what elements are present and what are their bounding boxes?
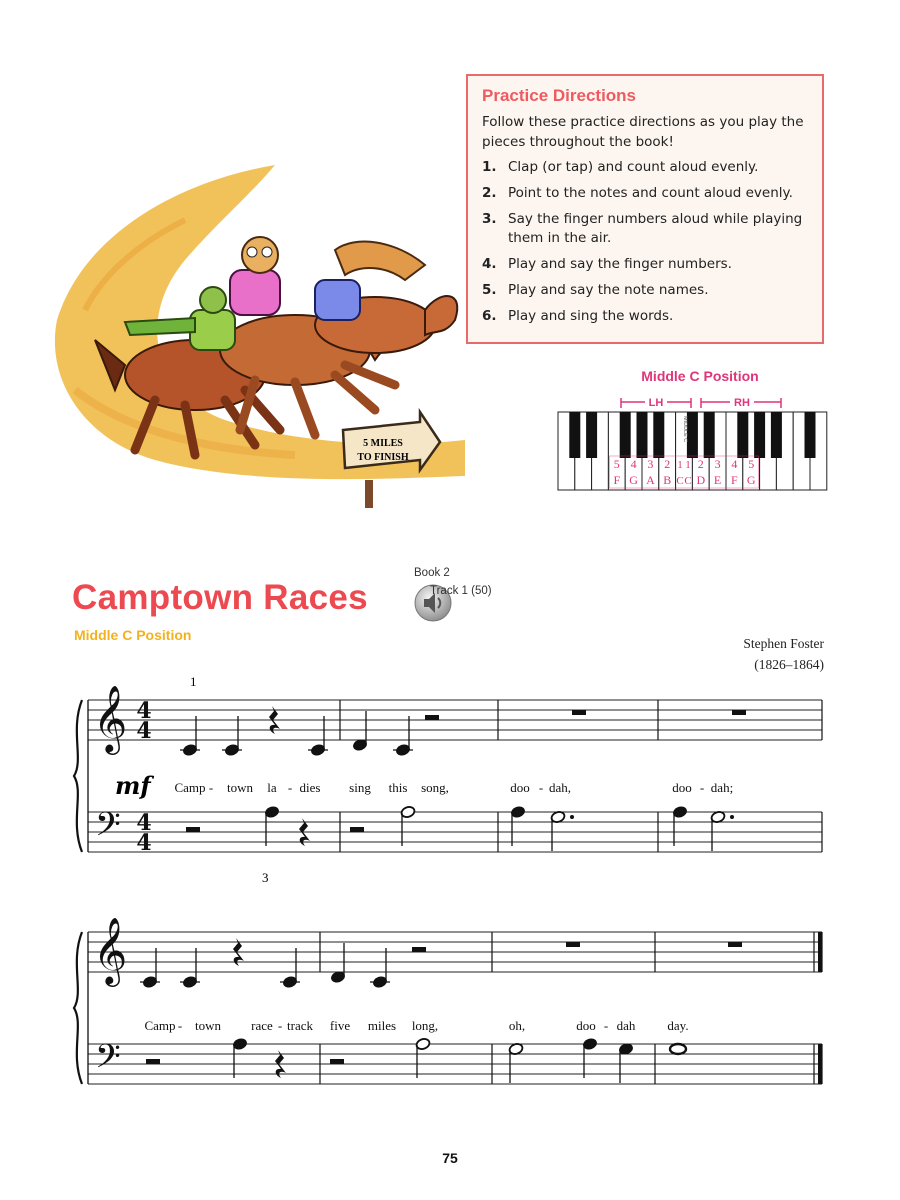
black-key <box>805 412 816 458</box>
finger-number: 2 <box>697 457 704 471</box>
score-notation <box>74 684 822 1084</box>
note-name: E <box>713 473 722 487</box>
position-subtitle: Middle C Position <box>74 627 192 643</box>
practice-steps-list <box>482 158 808 326</box>
step-text: Play and say the finger numbers. <box>508 256 732 272</box>
step-text: Say the finger numbers aloud while playing them in the air. <box>508 211 803 246</box>
note-name: C <box>684 475 692 487</box>
lyric-syllable: doo <box>576 1018 596 1033</box>
step-number: 4. <box>482 256 497 272</box>
bass-clef: 𝄢 <box>95 806 121 852</box>
grand-staff-brace <box>74 932 82 1084</box>
step-number: 6. <box>482 308 497 324</box>
middle-c-marker: MIDDLE C <box>682 416 688 443</box>
step-number: 3. <box>482 211 497 227</box>
lyric-syllable: day. <box>667 1018 689 1033</box>
lyric-syllable: - <box>287 780 293 795</box>
half-rest <box>186 827 200 832</box>
treble-clef: 𝄞 <box>93 916 128 984</box>
lyric-syllable: - <box>538 780 544 795</box>
step-number: 2. <box>482 185 497 201</box>
grand-staff-brace <box>74 700 82 852</box>
lyric-syllable: dah <box>616 1018 636 1033</box>
final-barline <box>818 1044 822 1084</box>
note-name: A <box>646 473 655 487</box>
step-text: Clap (or tap) and count aloud evenly. <box>508 159 759 175</box>
practice-directions-title: Practice Directions <box>482 86 637 105</box>
lyric-syllable: this <box>388 780 408 795</box>
lyric-syllable: sing <box>349 780 371 795</box>
lyric-syllable: track <box>287 1018 313 1033</box>
practice-step <box>482 307 808 326</box>
rh-label: RH <box>734 397 750 409</box>
practice-step <box>482 255 808 274</box>
practice-step <box>482 184 808 203</box>
lyric-syllable: doo <box>672 780 692 795</box>
half-rest <box>412 947 426 952</box>
black-key <box>620 412 631 458</box>
whole-rest <box>732 710 746 715</box>
black-key <box>586 412 597 458</box>
lyric-syllable: town <box>227 780 253 795</box>
black-key <box>637 412 648 458</box>
note-name: B <box>663 473 672 487</box>
keyboard-diagram-title: Middle C Position <box>641 368 759 384</box>
lyric-syllable: town <box>195 1018 221 1033</box>
note-name: G <box>746 473 756 487</box>
practice-directions-intro: Follow these practice directions as you play the pieces throughout the book! <box>482 114 804 150</box>
lyric-syllable: - <box>603 1018 609 1033</box>
jockey-cat <box>230 237 280 315</box>
note-name: C <box>676 475 684 487</box>
lyric-syllable: five <box>329 1018 351 1033</box>
music-score <box>0 660 900 1120</box>
treble-clef: 𝄞 <box>93 684 128 752</box>
dot <box>570 815 574 819</box>
lyric-syllable: oh, <box>508 1018 526 1033</box>
finger-number: 5 <box>748 457 755 471</box>
half-rest <box>350 827 364 832</box>
finger-number: 1 <box>677 459 683 471</box>
step-text: Play and sing the words. <box>508 308 674 324</box>
black-key <box>737 412 748 458</box>
lyric-syllable: miles <box>367 1018 397 1033</box>
finger-number: 3 <box>647 457 654 471</box>
finger-number-bass: 3 <box>262 870 269 885</box>
step-text: Point to the notes and count aloud evenly. <box>508 185 793 201</box>
composer-years: (1826–1864) <box>754 657 824 672</box>
lyric-syllable: - <box>177 1018 183 1033</box>
finger-number-measure-1: 1 <box>190 674 197 689</box>
hand-brackets <box>621 394 781 409</box>
horse-race-illustration <box>45 150 465 510</box>
lyric-syllable: dah; <box>710 780 734 795</box>
dot <box>730 815 734 819</box>
practice-directions-box <box>466 74 824 344</box>
lyric-syllable: Camp <box>144 1018 176 1033</box>
whole-rest <box>728 942 742 947</box>
lyric-syllable: dah, <box>548 780 572 795</box>
note-name: D <box>696 473 706 487</box>
step-number: 5. <box>482 282 497 298</box>
time-signature-digit: 4 <box>136 810 152 836</box>
time-signature-digit: 4 <box>136 718 152 744</box>
lyrics-system-2 <box>144 1018 688 1033</box>
practice-step <box>482 158 808 177</box>
lyric-syllable: - <box>277 1018 283 1033</box>
lyric-syllable: song, <box>421 780 449 795</box>
lyric-syllable: - <box>699 780 705 795</box>
song-title: Camptown Races <box>72 578 368 617</box>
practice-step <box>482 210 808 248</box>
lyric-syllable: race <box>251 1018 273 1033</box>
practice-step <box>482 281 808 300</box>
whole-rest <box>566 942 580 947</box>
final-barline <box>818 932 822 972</box>
middle-c-keyboard <box>555 392 830 496</box>
lyric-syllable: la <box>267 780 277 795</box>
half-rest <box>330 1059 344 1064</box>
note-name: G <box>629 473 638 487</box>
whole-note <box>670 1044 686 1054</box>
lyric-syllable: dies <box>299 780 321 795</box>
finger-number: 3 <box>714 457 721 471</box>
book-label: Book 2 <box>414 567 450 579</box>
black-key <box>653 412 664 458</box>
half-rest <box>425 715 439 720</box>
note-name: F <box>613 473 621 487</box>
sign-text-line2: TO FINISH <box>357 452 409 463</box>
finger-number: 5 <box>613 457 620 471</box>
half-rest <box>146 1059 160 1064</box>
whole-rest <box>572 710 586 715</box>
lh-label: LH <box>648 397 664 409</box>
step-number: 1. <box>482 159 497 175</box>
dynamic-marking: mf <box>115 771 151 800</box>
finish-sign <box>343 412 440 508</box>
step-text: Play and say the note names. <box>508 282 709 298</box>
page-number: 75 <box>442 1150 458 1166</box>
time-signature-digit: 4 <box>136 698 152 724</box>
note-name: F <box>731 473 738 487</box>
composer-name: Stephen Foster <box>743 636 824 651</box>
black-key <box>569 412 580 458</box>
finger-number: 2 <box>664 457 671 471</box>
black-key <box>754 412 765 458</box>
lyric-syllable: Camp <box>174 780 206 795</box>
time-signature-digit: 4 <box>136 830 152 856</box>
lyrics-system-1 <box>174 780 733 795</box>
bass-clef: 𝄢 <box>95 1038 121 1084</box>
sign-text-line1: 5 MILES <box>363 438 403 449</box>
finger-number: 4 <box>630 457 637 471</box>
finger-number: 1 <box>685 459 691 471</box>
lyric-syllable: doo <box>510 780 530 795</box>
lyric-syllable: - <box>208 780 214 795</box>
finger-number: 4 <box>731 457 738 471</box>
black-key <box>771 412 782 458</box>
track-label: Track 1 (50) <box>430 585 492 597</box>
lyric-syllable: long, <box>411 1018 439 1033</box>
black-key <box>704 412 715 458</box>
keyboard-keys <box>558 412 827 490</box>
